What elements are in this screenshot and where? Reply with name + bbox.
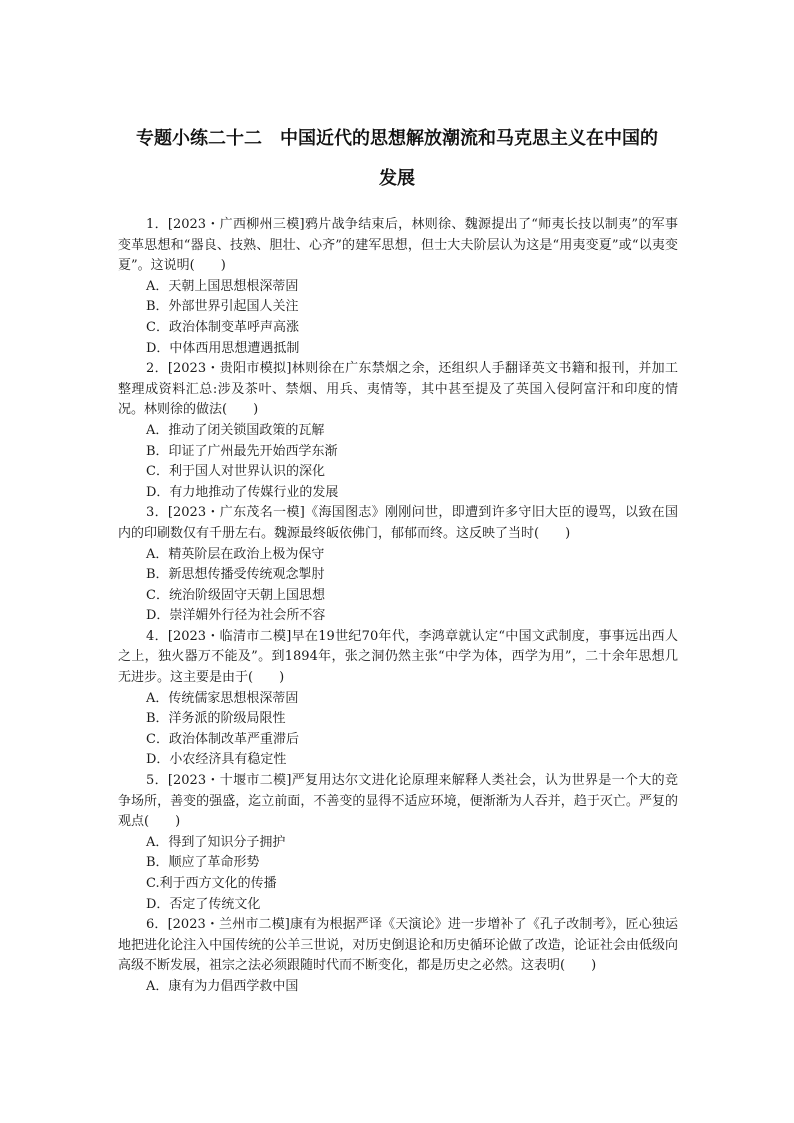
option-c: C．利于国人对世界认识的深化 [146,464,325,480]
option-d: D．崇洋媚外行径为社会所不容 [146,608,326,624]
question-stem: 5．[2023・十堰市二模]严复用达尔文进化论原理来解释人类社会，认为世界是一个大的竞争场所，善变的强盛，迄立前面，不善变的显得不适应环境，便渐渐为人吞并，趋于灭亡。严复的观点( ) [118,773,678,830]
option-a: A．康有为力倡西学救中国 [146,978,299,994]
option-b: B．外部世界引起国人关注 [146,299,299,315]
option-c: C.利于西方文化的传播 [146,876,277,891]
question-2 [118,359,678,503]
question-stem: 4．[2023・临清市二模]早在19世纪70年代，李鸿章就认定“中国文武制度，事事远出西人之上，独火器万不能及”。到1894年，张之洞仍然主张“中学为体，西学为用”，二十余年思想几无进步。这主要是由于( ) [118,628,678,686]
option-d: D．中体西用思想遭遇抵制 [146,340,300,356]
option-b: B．新思想传播受传统观念掣肘 [146,567,325,583]
option-d: D．有力地推动了传媒行业的发展 [146,484,339,500]
question-stem: 2．[2023・贵阳市模拟]林则徐在广东禁烟之余，还组织人手翻译英文书籍和报刊，并加工整理成资料汇总:涉及茶叶、禁烟、用兵、夷情等，其中甚至提及了英国入侵阿富汗和印度的情况。林则徐的做法( ) [118,361,678,418]
question-stem: 1．[2023・广西柳州三模]鸦片战争结束后，林则徐、魏源提出了“师夷长技以制夷”的军事变革思想和“器良、技熟、胆壮、心齐”的建军思想，但士大夫阶层认为这是“用夷变夏”或“以夷变夏”。这说明( ) [118,217,678,274]
option-a: A．传统儒家思想根深蒂固 [146,690,299,706]
option-b: B．印证了广州最先开始西学东渐 [146,443,338,459]
page-title-continued: 发展 [379,168,415,189]
question-list [118,215,678,998]
option-a: A．推动了闭关锁国政策的瓦解 [146,422,325,438]
option-d: D．小农经济具有稳定性 [146,752,287,768]
page-title: 专题小练二十二 中国近代的思想解放潮流和马克思主义在中国的 [136,128,658,149]
option-c: C．统治阶级固守天朝上国思想 [146,587,325,603]
question-4 [118,627,678,771]
question-3 [118,503,678,627]
option-a: A．得到了知识分子拥护 [146,834,286,850]
option-d: D．否定了传统文化 [146,896,261,912]
question-1 [118,215,678,359]
option-a: A．精英阶层在政治上极为保守 [146,546,325,562]
option-c: C．政治体制变革呼声高涨 [146,319,299,335]
option-b: B．顺应了革命形势 [146,855,260,871]
question-5 [118,771,678,915]
question-stem: 3．[2023・广东茂名一模]《海国图志》刚刚问世，即遭到许多守旧大臣的谩骂，以致在国内的印刷数仅有千册左右。魏源最终皈依佛门，郁郁而终。这反映了当时( ) [118,505,678,541]
question-stem: 6．[2023・兰州市二模]康有为根据严译《天演论》进一步增补了《孔子改制考》，匠心独运地把进化论注入中国传统的公羊三世说，对历史倒退论和历史循环论做了改造，论证社会由低级向高级不断发展，祖宗之法必须跟随时代而不断变化，都是历史之必然。这表明( ) [118,917,678,974]
option-c: C．政治体制改革严重滞后 [146,731,299,747]
option-b: B．洋务派的阶级局限性 [146,711,286,727]
option-a: A．天朝上国思想根深蒂固 [146,278,299,294]
question-6 [118,915,678,997]
